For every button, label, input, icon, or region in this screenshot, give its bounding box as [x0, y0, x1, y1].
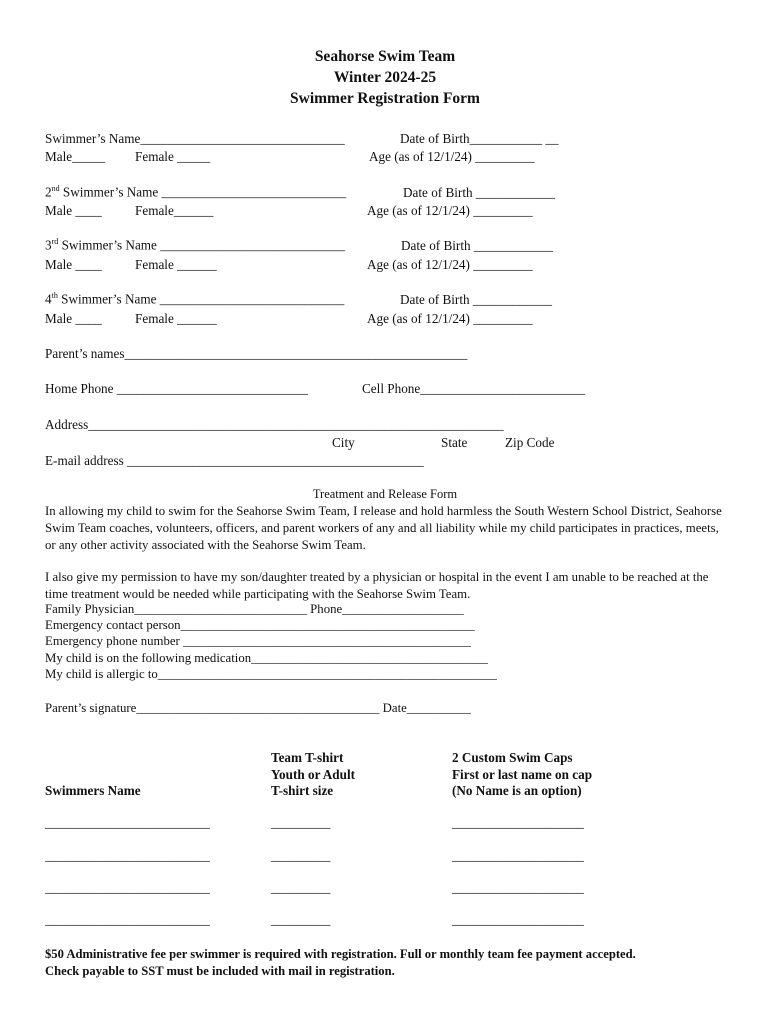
home-phone-field[interactable]: Home Phone _____________________________	[45, 381, 309, 396]
row2-swimmer-name-field[interactable]: _________________________	[45, 848, 210, 863]
swimmer4-male-field[interactable]: Male ____	[45, 311, 102, 326]
swimmer3-name-field[interactable]	[45, 237, 345, 253]
form-title-team: Seahorse Swim Team	[314, 48, 456, 65]
swimmer3-name-label: Swimmer’s Name ____________________________	[58, 237, 345, 253]
cell-phone-field[interactable]: Cell Phone_________________________	[362, 381, 586, 396]
zip-code-label: Zip Code	[505, 435, 555, 450]
ordinal-suffix: nd	[51, 184, 60, 193]
row2-tshirt-size-field[interactable]: _________	[271, 848, 331, 863]
caps-header-line1: 2 Custom Swim Caps	[452, 750, 573, 765]
swimmer4-female-field[interactable]: Female ______	[135, 311, 217, 326]
swimmer4-name-label: Swimmer’s Name ____________________________	[57, 291, 345, 307]
row1-swimmer-name-field[interactable]: _________________________	[45, 815, 210, 830]
caps-header-line2: First or last name on cap	[452, 767, 593, 782]
swimmer3-dob-field[interactable]: Date of Birth ____________	[401, 238, 554, 253]
tshirt-header-line3: T-shirt size	[271, 783, 334, 798]
swimmer2-male-field[interactable]: Male ____	[45, 203, 102, 218]
form-title-form: Swimmer Registration Form	[290, 90, 480, 107]
swimmer3-female-field[interactable]: Female ______	[135, 257, 217, 272]
ordinal-suffix: rd	[51, 237, 59, 246]
treatment-release-title: Treatment and Release Form	[312, 487, 458, 501]
permission-paragraph: I also give my permission to have my son/daughter treated by a physician or hospital in the event I am unable to be reached at the time treatment would be needed while participating with the Seahorse Swim Team.	[45, 570, 709, 601]
city-label: City	[332, 435, 355, 450]
swimmer2-name-field[interactable]	[45, 184, 346, 200]
row3-swimmer-name-field[interactable]: _________________________	[45, 880, 210, 895]
emergency-phone-field[interactable]: Emergency phone number _____________________________________________	[45, 634, 471, 648]
state-label: State	[441, 435, 468, 450]
row4-tshirt-size-field[interactable]: _________	[271, 912, 331, 927]
row4-caps-field[interactable]: ____________________	[452, 912, 584, 927]
row1-caps-field[interactable]: ____________________	[452, 815, 584, 830]
parent-signature-field[interactable]: Parent’s signature______________________________________ Date__________	[45, 701, 471, 715]
swimmers-name-header: Swimmers Name	[45, 783, 141, 798]
row2-caps-field[interactable]: ____________________	[452, 848, 584, 863]
address-field[interactable]: Address_______________________________________________________________	[45, 417, 504, 432]
ordinal-number: 2	[45, 184, 52, 200]
ordinal-number: 4	[45, 291, 52, 307]
row4-swimmer-name-field[interactable]: _________________________	[45, 912, 210, 927]
swimmer4-name-field[interactable]	[45, 291, 344, 307]
swimmer2-name-label: Swimmer’s Name ____________________________	[59, 184, 347, 200]
swimmer4-dob-field[interactable]: Date of Birth ____________	[400, 292, 553, 307]
ordinal-suffix: th	[51, 291, 58, 300]
tshirt-header-line2: Youth or Adult	[271, 767, 356, 782]
row3-tshirt-size-field[interactable]: _________	[271, 880, 331, 895]
release-paragraph: In allowing my child to swim for the Seahorse Swim Team, I release and hold harmless the South Western School District, Seahorse Swim Team coaches, volunteers, officers, and parent workers of any and all liability while my child participates in practices, meets, or any other activity associated with the Seahorse Swim Team.	[45, 504, 722, 552]
swimmer2-age-field[interactable]: Age (as of 12/1/24) _________	[367, 203, 533, 218]
row3-caps-field[interactable]: ____________________	[452, 880, 584, 895]
emergency-contact-field[interactable]: Emergency contact person______________________________________________	[45, 618, 475, 632]
swimmer4-age-field[interactable]: Age (as of 12/1/24) _________	[367, 311, 533, 326]
row1-tshirt-size-field[interactable]: _________	[271, 815, 331, 830]
allergy-field[interactable]: My child is allergic to_____________________________________________________	[45, 667, 497, 681]
email-address-field[interactable]: E-mail address _____________________________________________	[45, 453, 424, 468]
swimmer2-dob-field[interactable]: Date of Birth ____________	[403, 185, 556, 200]
swimmer3-age-field[interactable]: Age (as of 12/1/24) _________	[367, 257, 533, 272]
tshirt-header-line1: Team T-shirt	[271, 750, 344, 765]
swimmer1-male-field[interactable]: Male_____	[45, 149, 106, 164]
ordinal-number: 3	[45, 237, 52, 253]
swimmer1-female-field[interactable]: Female _____	[135, 149, 211, 164]
form-title-season: Winter 2024-25	[333, 69, 437, 86]
swimmer1-age-field[interactable]: Age (as of 12/1/24) _________	[369, 149, 535, 164]
parents-names-field[interactable]: Parent’s names____________________________________________________	[45, 346, 468, 361]
swimmer2-female-field[interactable]: Female______	[135, 203, 214, 218]
medication-field[interactable]: My child is on the following medication_____________________________________	[45, 651, 488, 665]
swimmer1-name-field[interactable]: Swimmer’s Name_______________________________	[45, 131, 345, 146]
fee-notice-line2: Check payable to SST must be included with mail in registration.	[45, 964, 395, 978]
swimmer1-dob-field[interactable]: Date of Birth___________ __	[400, 131, 559, 146]
fee-notice-line1: $50 Administrative fee per swimmer is required with registration. Full or monthly team fee payment accepted.	[45, 947, 636, 961]
family-physician-field[interactable]: Family Physician___________________________ Phone___________________	[45, 602, 464, 616]
caps-header-line3: (No Name is an option)	[452, 783, 582, 798]
swimmer3-male-field[interactable]: Male ____	[45, 257, 102, 272]
